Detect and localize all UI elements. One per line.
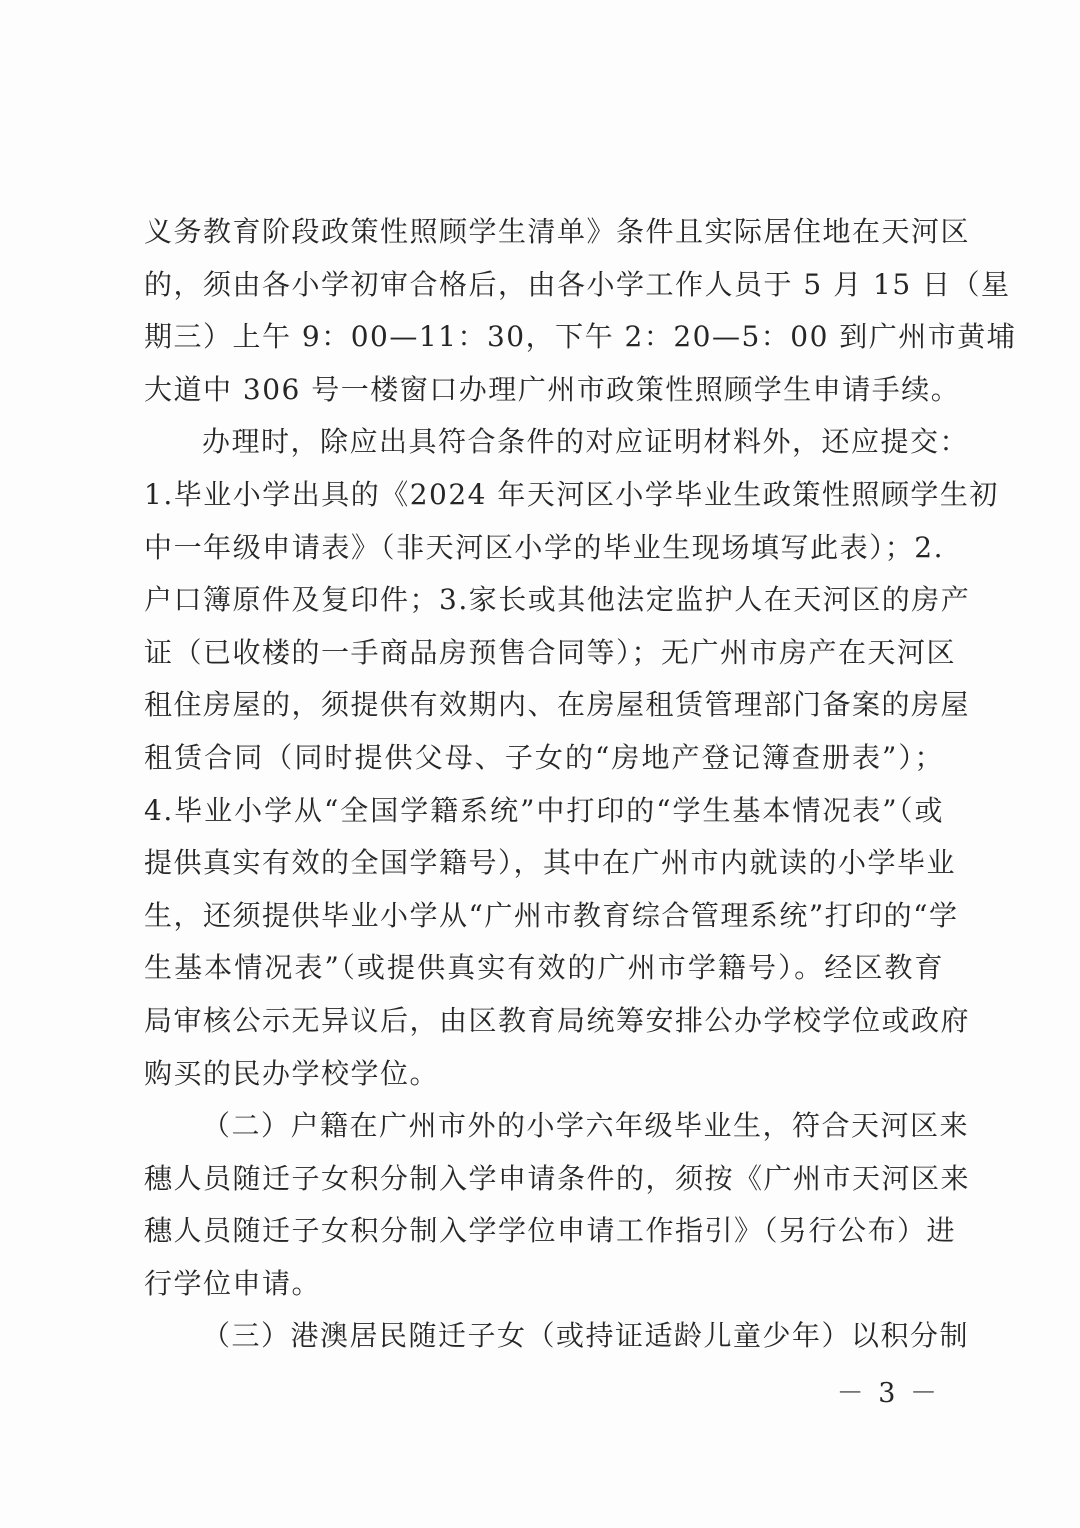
text-line: 局审核公示无异议后，由区教育局统筹安排公办学校学位或政府 [144,1003,971,1037]
text-line: 期三）上午 9：00—11：30，下午 2：20—5：00 到广州市黄埔 [144,320,1017,354]
document-body [144,206,1017,1363]
text-line: 穗人员随迁子女积分制入学学位申请工作指引》（另行公布）进 [144,1214,957,1248]
text-line: （二）户籍在广州市外的小学六年级毕业生，符合天河区来 [202,1109,970,1143]
text-line: 行学位申请。 [144,1266,322,1300]
paragraph-continuation [144,206,1017,416]
text-line: 租赁合同（同时提供父母、子女的“房地产登记簿查册表”）； [144,740,944,774]
text-line: 户口簿原件及复印件；3.家长或其他法定监护人在天河区的房产 [144,583,971,617]
paragraph-materials [144,416,999,1100]
text-line: 办理时，除应出具符合条件的对应证明材料外，还应提交： [202,425,970,459]
text-line: 4.毕业小学从“全国学籍系统”中打印的“学生基本情况表”（或 [144,793,944,827]
text-line: 1.毕业小学出具的《2024 年天河区小学毕业生政策性照顾学生初 [144,477,999,511]
text-line: 中一年级申请表》（非天河区小学的毕业生现场填写此表）；2. [144,530,944,564]
paragraph-section-two [144,1100,971,1310]
text-line: 义务教育阶段政策性照顾学生清单》条件且实际居住地在天河区 [144,215,971,248]
text-line: 证（已收楼的一手商品房预售合同等）；无广州市房产在天河区 [144,635,957,669]
text-line: 购买的民办学校学位。 [144,1056,440,1090]
text-line: 生，还须提供毕业小学从“广州市教育综合管理系统”打印的“学 [144,898,959,932]
paragraph-section-three [144,1310,970,1363]
page-number: － 3 － [836,1378,940,1409]
text-line: （三）港澳居民随迁子女（或持证适龄儿童少年）以积分制 [202,1319,970,1353]
text-line: 大道中 306 号一楼窗口办理广州市政策性照顾学生申请手续。 [144,372,961,406]
text-line: 租住房屋的，须提供有效期内、在房屋租赁管理部门备案的房屋 [144,688,971,722]
text-line: 穗人员随迁子女积分制入学申请条件的，须按《广州市天河区来 [144,1161,971,1195]
text-line: 提供真实有效的全国学籍号），其中在广州市内就读的小学毕业 [144,846,957,880]
text-line: 生基本情况表”（或提供真实有效的广州市学籍号）。经区教育 [144,951,944,985]
text-line: 的，须由各小学初审合格后，由各小学工作人员于 5 月 15 日（星 [144,267,1011,301]
